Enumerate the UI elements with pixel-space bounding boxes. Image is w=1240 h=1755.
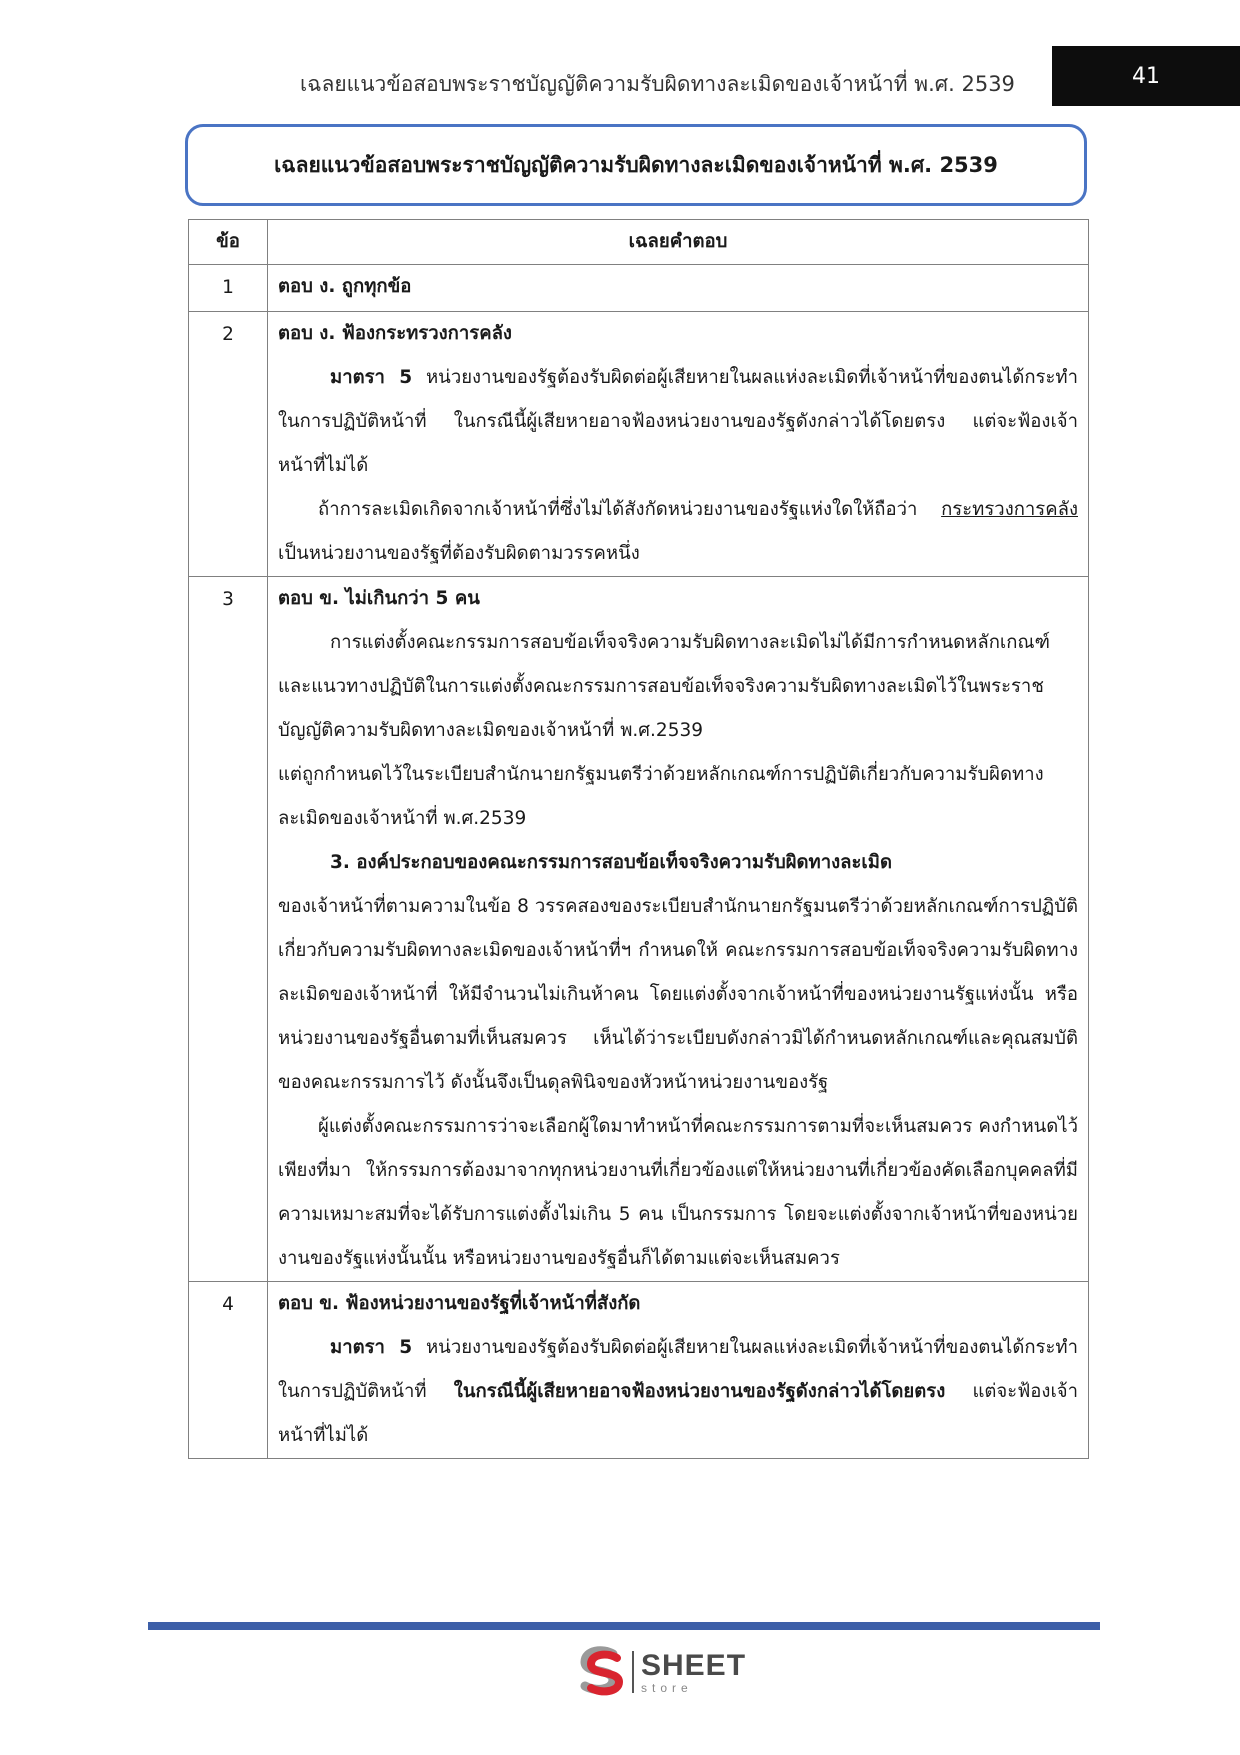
row-answer-cell: [268, 312, 1089, 577]
section-ref: มาตรา 5: [330, 1337, 413, 1358]
table-row: [189, 265, 1089, 312]
explanation-paragraph: [278, 356, 1078, 488]
explanation-text: หน่วยงานของรัฐต้องรับผิดต่อผู้เสียหายในผลแห่งละเมิดที่เจ้าหน้าที่ของตนได้กระทำในการปฏิบัติหน้าที่: [278, 1337, 1078, 1402]
answer-table: [188, 219, 1089, 1459]
row-number: 1: [189, 265, 268, 312]
row-number: 3: [189, 577, 268, 1282]
sheet-store-logo: [573, 1644, 753, 1700]
explanation-text: แต่จะฟ้องเจ้าหน้าที่ไม่ได้: [278, 1381, 1078, 1446]
logo-name: SHEET: [641, 1648, 747, 1682]
explanation-text: ถ้าการละเมิดเกิดจากเจ้าหน้าที่ซึ่งไม่ได้สังกัดหน่วยงานของรัฐแห่งใดให้ถือว่า: [318, 499, 942, 520]
row-answer-cell: [268, 577, 1089, 1282]
explanation-paragraph: การแต่งตั้งคณะกรรมการสอบข้อเท็จจริงความรับผิดทางละเมิดไม่ได้มีการกำหนดหลักเกณฑ์และแนวทางปฏิบัติในการแต่งตั้งคณะกรรมการสอบข้อเท็จจริงความรับผิดทางละเมิดไว้ในพระราชบัญญัติความรับผิดทางละเมิดของเจ้าหน้าที่ พ.ศ.2539: [278, 632, 1050, 741]
running-header: เฉลยแนวข้อสอบพระราชบัญญัติความรับผิดทางละเมิดของเจ้าหน้าที่ พ.ศ. 2539: [300, 72, 1015, 96]
explanation-text: หน่วยงานของรัฐต้องรับผิดต่อผู้เสียหายในผลแห่งละเมิดที่เจ้าหน้าที่ของตนได้กระทำในการปฏิบัติหน้าที่ ในกรณีนี้ผู้เสียหายอาจฟ้องหน่วยงานของรัฐดังกล่าวได้โดยตรง แต่จะฟ้องเจ้าหน้าที่ไม่ได้: [278, 367, 1078, 476]
sheet-store-s-icon: [573, 1644, 629, 1700]
row-answer-cell: [268, 265, 1089, 312]
title-box: [185, 124, 1087, 206]
emphasis-text: ในกรณีนี้ผู้เสียหายอาจฟ้องหน่วยงานของรัฐดังกล่าวได้โดยตรง: [453, 1381, 946, 1402]
answer-line: ตอบ ง. ถูกทุกข้อ: [278, 276, 412, 297]
table-row: [189, 1282, 1089, 1459]
footer-rule: [148, 1622, 1100, 1630]
table-header-row: [189, 220, 1089, 265]
logo-sub: store: [641, 1680, 693, 1695]
explanation-paragraph: ผู้แต่งตั้งคณะกรรมการว่าจะเลือกผู้ใดมาทำหน้าที่คณะกรรมการตามที่จะเห็นสมควร คงกำหนดไว้เพียงที่มา ให้กรรมการต้องมาจากทุกหน่วยงานที่เกี่ยวข้องแต่ให้หน่วยงานที่เกี่ยวข้องคัดเลือกบุคคลที่มีความเหมาะสมที่จะได้รับการแต่งตั้งไม่เกิน 5 คน เป็นกรรมการ โดยจะแต่งตั้งจากเจ้าหน้าที่ของหน่วยงานของรัฐแห่งนั้นนั้น หรือหน่วยงานของรัฐอื่นก็ได้ตามแต่จะเห็นสมควร: [278, 1116, 1078, 1269]
answer-line: ตอบ ง. ฟ้องกระทรวงการคลัง: [278, 323, 512, 344]
sub-heading: 3. องค์ประกอบของคณะกรรมการสอบข้อเท็จจริงความรับผิดทางละเมิด: [330, 852, 892, 873]
explanation-paragraph: แต่ถูกกำหนดไว้ในระเบียบสำนักนายกรัฐมนตรีว่าด้วยหลักเกณฑ์การปฏิบัติเกี่ยวกับความรับผิดทางละเมิดของเจ้าหน้าที่ พ.ศ.2539: [278, 764, 1044, 829]
explanation-paragraph: [278, 1326, 1078, 1458]
answer-line: ตอบ ข. ฟ้องหน่วยงานของรัฐที่เจ้าหน้าที่สังกัด: [278, 1293, 641, 1314]
logo-wordmark: [641, 1648, 747, 1695]
table-row: [189, 577, 1089, 1282]
answer-line: ตอบ ข. ไม่เกินกว่า 5 คน: [278, 588, 480, 609]
explanation-text: เป็นหน่วยงานของรัฐที่ต้องรับผิดตามวรรคหนึ่ง: [278, 543, 640, 564]
page-number: 41: [1052, 46, 1240, 106]
row-number: 4: [189, 1282, 268, 1459]
title-text: เฉลยแนวข้อสอบพระราชบัญญัติความรับผิดทางละเมิดของเจ้าหน้าที่ พ.ศ. 2539: [274, 152, 998, 177]
header-no: ข้อ: [189, 220, 268, 265]
underlined-term: กระทรวงการคลัง: [941, 499, 1078, 520]
logo-divider: [632, 1651, 634, 1693]
row-answer-cell: [268, 1282, 1089, 1459]
row-number: 2: [189, 312, 268, 577]
explanation-paragraph: [278, 488, 1078, 576]
section-ref: มาตรา 5: [330, 367, 413, 388]
explanation-paragraph: ของเจ้าหน้าที่ตามความในข้อ 8 วรรคสองของระเบียบสำนักนายกรัฐมนตรีว่าด้วยหลักเกณฑ์การปฏิบัติเกี่ยวกับความรับผิดทางละเมิดของเจ้าหน้าที่ฯ กำหนดให้ คณะกรรมการสอบข้อเท็จจริงความรับผิดทางละเมิดของเจ้าหน้าที่ ให้มีจำนวนไม่เกินห้าคน โดยแต่งตั้งจากเจ้าหน้าที่ของหน่วยงานรัฐแห่งนั้น หรือหน่วยงานของรัฐอื่นตามที่เห็นสมควร เห็นได้ว่าระเบียบดังกล่าวมิได้กำหนดหลักเกณฑ์และคุณสมบัติของคณะกรรมการไว้ ดังนั้นจึงเป็นดุลพินิจของหัวหน้าหน่วยงานของรัฐ: [278, 896, 1078, 1093]
header-answer: เฉลยคำตอบ: [268, 220, 1089, 265]
table-row: [189, 312, 1089, 577]
